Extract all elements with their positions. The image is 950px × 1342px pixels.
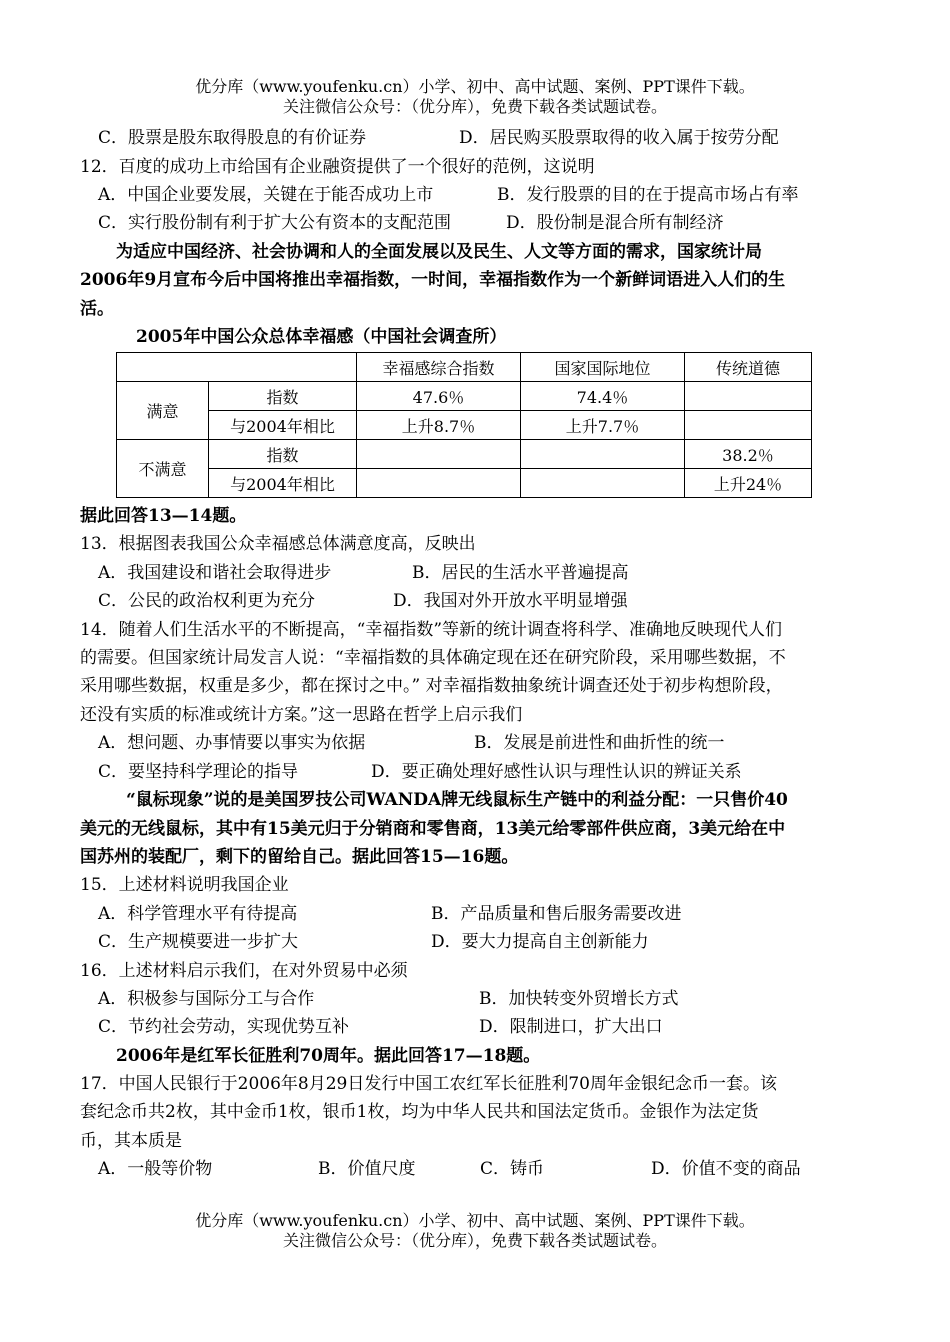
row-label-index: 指数 xyxy=(209,440,357,469)
table-col-header: 传统道德 xyxy=(685,353,812,382)
q14-option-d: D．要正确处理好感性认识与理性认识的辨证关系 xyxy=(371,762,742,782)
row-label-compare: 与2004年相比 xyxy=(209,469,357,498)
material1-line-2: 2006年9月宣布今后中国将推出幸福指数，一时间，幸福指数作为一个新鲜词语进入人们的生 xyxy=(80,270,786,290)
header-line-1: 优分库（www.youfenku.cn）小学、初中、高中试题、案例、PPT课件下载。 xyxy=(195,77,755,96)
table-row xyxy=(117,469,812,498)
row-label-index: 指数 xyxy=(209,382,357,411)
q16-option-c: C．节约社会劳动，实现优势互补 xyxy=(98,1017,350,1037)
q17-line-3: 币，其本质是 xyxy=(80,1131,182,1151)
q14-line-2: 的需要。但国家统计局发言人说：“幸福指数的具体确定现在还在研究阶段，采用哪些数据，不 xyxy=(80,648,786,668)
q14-line-3: 采用哪些数据，权重是多少，都在探讨之中。” 对幸福指数抽象统计调查还处于初步构想阶段， xyxy=(80,676,783,696)
q15-option-b: B．产品质量和售后服务需要改进 xyxy=(431,904,682,924)
row-label-compare: 与2004年相比 xyxy=(209,411,357,440)
q13-option-b: B．居民的生活水平普遍提高 xyxy=(412,563,629,583)
table-header-row xyxy=(117,353,812,382)
q16-stem: 16．上述材料启示我们，在对外贸易中必须 xyxy=(80,961,408,981)
table-cell xyxy=(685,382,812,411)
q11-option-d: D．居民购买股票取得的收入属于按劳分配 xyxy=(459,128,779,148)
table-cell: 上升24％ xyxy=(685,469,812,498)
table-col-header: 国家国际地位 xyxy=(521,353,685,382)
table-cell: 上升8.7％ xyxy=(357,411,521,440)
q15-option-a: A．科学管理水平有待提高 xyxy=(98,904,298,924)
material2-line-2: 美元的无线鼠标，其中有15美元归于分销商和零售商，13美元给零部件供应商，3美元给在中 xyxy=(80,819,786,839)
q17-option-b: B．价值尺度 xyxy=(318,1159,416,1179)
q13-stem: 13．根据图表我国公众幸福感总体满意度高，反映出 xyxy=(80,534,476,554)
q11-option-c: C．股票是股东取得股息的有价证券 xyxy=(98,128,367,148)
q15-option-c: C．生产规模要进一步扩大 xyxy=(98,932,299,952)
table-row xyxy=(117,411,812,440)
table-cell: 38.2％ xyxy=(685,440,812,469)
material1-line-3: 活。 xyxy=(80,299,114,319)
table-cell: 上升7.7％ xyxy=(521,411,685,440)
group-satisfied-label: 满意 xyxy=(117,382,209,440)
q15-stem: 15．上述材料说明我国企业 xyxy=(80,875,289,895)
group-unsatisfied-label: 不满意 xyxy=(117,440,209,498)
material2-line-3: 国苏州的装配厂，剩下的留给自己。据此回答15—16题。 xyxy=(80,847,519,867)
table-row xyxy=(117,440,812,469)
q12-stem: 12．百度的成功上市给国有企业融资提供了一个很好的范例，这说明 xyxy=(80,157,595,177)
q14-line-1: 14．随着人们生活水平的不断提高，“幸福指数”等新的统计调查将科学、准确地反映现代人们 xyxy=(80,620,783,640)
header-line-2: 关注微信公众号：（优分库），免费下载各类试题试卷。 xyxy=(282,97,667,116)
answer-note-13-14: 据此回答13—14题。 xyxy=(80,506,247,526)
table-cell xyxy=(685,411,812,440)
q13-option-a: A．我国建设和谐社会取得进步 xyxy=(98,563,332,583)
q16-option-b: B．加快转变外贸增长方式 xyxy=(479,989,679,1009)
table-caption: 2005年中国公众总体幸福感（中国社会调查所） xyxy=(136,327,507,347)
table-cell: 74.4％ xyxy=(521,382,685,411)
q12-option-a: A．中国企业要发展，关键在于能否成功上市 xyxy=(98,185,434,205)
q14-line-4: 还没有实质的标准或统计方案。”这一思路在哲学上启示我们 xyxy=(80,705,523,725)
q14-option-a: A．想问题、办事情要以事实为依据 xyxy=(98,733,366,753)
happiness-table xyxy=(116,352,812,498)
q12-option-c: C．实行股份制有利于扩大公有资本的支配范围 xyxy=(98,213,452,233)
material3: 2006年是红军长征胜利70周年。据此回答17—18题。 xyxy=(116,1046,541,1066)
q13-option-d: D．我国对外开放水平明显增强 xyxy=(393,591,628,611)
q17-line-1: 17．中国人民银行于2006年8月29日发行中国工农红军长征胜利70周年金银纪念币一套。该 xyxy=(80,1074,777,1094)
table-cell xyxy=(521,469,685,498)
q12-option-d: D．股份制是混合所有制经济 xyxy=(506,213,724,233)
q17-option-d: D．价值不变的商品 xyxy=(651,1159,801,1179)
table-cell xyxy=(521,440,685,469)
table-cell xyxy=(357,440,521,469)
material1-line-1: 为适应中国经济、社会协调和人的全面发展以及民生、人文等方面的需求，国家统计局 xyxy=(116,242,762,262)
table-row xyxy=(117,382,812,411)
q17-option-c: C．铸币 xyxy=(480,1159,545,1179)
q16-option-a: A．积极参与国际分工与合作 xyxy=(98,989,315,1009)
table-cell xyxy=(357,469,521,498)
q14-option-c: C．要坚持科学理论的指导 xyxy=(98,762,299,782)
table-cell: 47.6％ xyxy=(357,382,521,411)
q15-option-d: D．要大力提高自主创新能力 xyxy=(431,932,649,952)
material2-line-1: “鼠标现象”说的是美国罗技公司WANDA牌无线鼠标生产链中的利益分配：一只售价40 xyxy=(126,790,788,810)
q17-line-2: 套纪念币共2枚，其中金币1枚，银币1枚，均为中华人民共和国法定货币。金银作为法定货 xyxy=(80,1102,759,1122)
q13-option-c: C．公民的政治权利更为充分 xyxy=(98,591,316,611)
q12-option-b: B．发行股票的目的在于提高市场占有率 xyxy=(497,185,799,205)
footer-line-2: 关注微信公众号：（优分库），免费下载各类试题试卷。 xyxy=(282,1231,667,1250)
table-col-header: 幸福感综合指数 xyxy=(357,353,521,382)
q16-option-d: D．限制进口，扩大出口 xyxy=(479,1017,663,1037)
q14-option-b: B．发展是前进性和曲折性的统一 xyxy=(474,733,725,753)
table-corner-cell xyxy=(117,353,357,382)
q17-option-a: A．一般等价物 xyxy=(98,1159,213,1179)
footer-line-1: 优分库（www.youfenku.cn）小学、初中、高中试题、案例、PPT课件下载。 xyxy=(195,1211,755,1230)
